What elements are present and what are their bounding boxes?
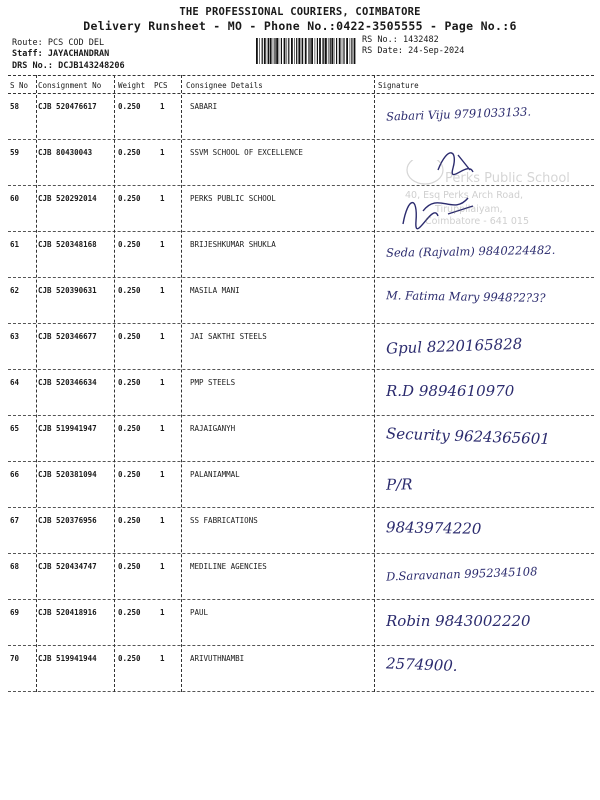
staff-label: Staff:	[12, 49, 43, 59]
table-row	[8, 324, 594, 370]
row-consignee: JAI SAKTHI STEELS	[190, 332, 267, 341]
barcode-bar	[334, 38, 335, 64]
barcode-bar	[267, 38, 268, 64]
rs-date-line	[362, 46, 464, 57]
row-weight: 0.250	[118, 194, 141, 203]
barcode-bar	[264, 38, 266, 64]
col-weight: Weight	[118, 81, 146, 90]
row-consignee: MASILA MANI	[190, 286, 240, 295]
col-consignee: Consignee Details	[186, 81, 263, 90]
barcode-bar	[330, 38, 331, 64]
stamp-line1: Perks Public School	[445, 171, 570, 186]
row-consignee: PALANIAMMAL	[190, 470, 240, 479]
row-consignment: CJB 520381094	[38, 470, 97, 479]
row-consignment: CJB 520390631	[38, 286, 97, 295]
barcode-bar	[342, 38, 343, 64]
handwritten-signature: M. Fatima Mary 9948?2?3?	[385, 288, 546, 305]
rs-date-value: 24-Sep-2024	[408, 46, 465, 56]
barcode-bar	[322, 38, 323, 64]
col-sno: S No	[10, 81, 29, 90]
row-sno: 65	[10, 424, 20, 433]
row-weight: 0.250	[118, 516, 141, 525]
drs-label: DRS No.:	[12, 61, 53, 71]
handwritten-signature: Security 9624365601	[385, 424, 551, 449]
row-consignment: CJB 520376956	[38, 516, 97, 525]
row-pcs: 1	[160, 516, 165, 525]
barcode-bar	[328, 38, 329, 64]
barcode-bar	[311, 38, 313, 64]
signature-cell	[378, 462, 592, 508]
col-consignment: Consignment No	[38, 81, 102, 90]
row-consignee: MEDILINE AGENCIES	[190, 562, 267, 571]
row-pcs: 1	[160, 562, 165, 571]
row-pcs: 1	[160, 424, 165, 433]
row-sno: 62	[10, 286, 20, 295]
row-pcs: 1	[160, 470, 165, 479]
barcode-bar	[288, 38, 289, 64]
stamp-line3: Tiruppilaiyam,	[435, 204, 503, 215]
barcode-bar	[302, 38, 303, 64]
barcode-bar	[298, 38, 300, 64]
row-sno: 69	[10, 608, 20, 617]
rs-no-value: 1432482	[402, 35, 439, 45]
row-sno: 63	[10, 332, 20, 341]
row-pcs: 1	[160, 148, 165, 157]
row-weight: 0.250	[118, 562, 141, 571]
barcode-bar	[276, 38, 278, 64]
row-consignment: CJB 520418916	[38, 608, 97, 617]
barcode-bar	[346, 38, 348, 64]
barcode-bar	[256, 38, 258, 64]
row-sno: 59	[10, 148, 20, 157]
rs-no-line	[362, 35, 439, 46]
row-consignment: CJB 520348168	[38, 240, 97, 249]
col-divider	[114, 75, 115, 692]
barcode-bar	[262, 38, 263, 64]
barcode-bar	[331, 38, 333, 64]
barcode-bar	[336, 38, 337, 64]
row-consignment: CJB 520292014	[38, 194, 97, 203]
barcode-bar	[315, 38, 316, 64]
barcode-bar	[296, 38, 297, 64]
school-stamp	[395, 160, 585, 230]
barcode-bar	[323, 38, 324, 64]
table-row	[8, 646, 594, 692]
row-consignee: PERKS PUBLIC SCHOOL	[190, 194, 276, 203]
handwritten-signature: R.D 9894610970	[386, 382, 515, 400]
table-row	[8, 554, 594, 600]
signature-cell	[378, 232, 592, 278]
staff-value: JAYACHANDRAN	[47, 49, 110, 59]
row-sno: 58	[10, 102, 20, 111]
table-header	[8, 75, 594, 94]
row-weight: 0.250	[118, 332, 141, 341]
row-pcs: 1	[160, 654, 165, 663]
signature-cell	[378, 508, 592, 554]
row-consignment: CJB 519941947	[38, 424, 97, 433]
row-weight: 0.250	[118, 286, 141, 295]
handwritten-signature: Seda (Rajvalm) 9840224482.	[385, 242, 556, 260]
barcode-bar	[305, 38, 307, 64]
row-consignment: CJB 520434747	[38, 562, 97, 571]
row-weight: 0.250	[118, 102, 141, 111]
row-weight: 0.250	[118, 148, 141, 157]
barcode-bar	[308, 38, 309, 64]
row-sno: 61	[10, 240, 20, 249]
row-sno: 60	[10, 194, 20, 203]
barcode-image	[256, 38, 356, 64]
row-sno: 64	[10, 378, 20, 387]
barcode-bar	[343, 38, 344, 64]
row-pcs: 1	[160, 332, 165, 341]
runsheet-subtitle: Delivery Runsheet - MO - Phone No.:0422-3505555 - Page No.:6	[83, 19, 517, 33]
handwritten-signature: P/R	[385, 475, 413, 494]
table-row	[8, 508, 594, 554]
barcode-bar	[270, 38, 272, 64]
barcode-bar	[350, 38, 351, 64]
row-consignee: SABARI	[190, 102, 218, 111]
stamp-line2: 40, Esq Perks Arch Road,	[405, 190, 524, 201]
col-signature: Signature	[378, 81, 419, 90]
drs-line	[12, 61, 125, 72]
row-weight: 0.250	[118, 424, 141, 433]
row-pcs: 1	[160, 286, 165, 295]
signature-cell	[378, 646, 592, 692]
table-row	[8, 462, 594, 508]
barcode-bar	[284, 38, 286, 64]
barcode-bar	[325, 38, 327, 64]
barcode-bar	[319, 38, 321, 64]
barcode-bar	[317, 38, 318, 64]
col-divider	[374, 75, 375, 692]
signature-cell	[378, 554, 592, 600]
signature-cell	[378, 324, 592, 370]
stamp-line4: Coimbatore - 641 015	[425, 216, 530, 227]
row-consignment: CJB 520476617	[38, 102, 97, 111]
row-weight: 0.250	[118, 470, 141, 479]
row-pcs: 1	[160, 378, 165, 387]
handwritten-signature: 2574900.	[385, 654, 458, 675]
row-consignee: PAUL	[190, 608, 209, 617]
handwritten-signature: Robin 9843002220	[386, 612, 531, 630]
signature-cell	[378, 278, 592, 324]
table-row	[8, 416, 594, 462]
row-consignee: SSVM SCHOOL OF EXCELLENCE	[190, 148, 303, 157]
row-weight: 0.250	[118, 378, 141, 387]
route-value: PCS COD DEL	[47, 38, 105, 48]
row-pcs: 1	[160, 240, 165, 249]
row-pcs: 1	[160, 194, 165, 203]
staff-line	[12, 49, 109, 60]
row-sno: 66	[10, 470, 20, 479]
rs-no-label: RS No.:	[362, 35, 398, 45]
table-row	[8, 278, 594, 324]
col-divider	[181, 75, 182, 692]
route-line	[12, 38, 104, 49]
table-row	[8, 370, 594, 416]
signature-cell	[378, 416, 592, 462]
col-pcs: PCS	[154, 81, 168, 90]
row-consignee: ARIVUTHNAMBI	[190, 654, 245, 663]
row-consignee: BRIJESHKUMAR SHUKLA	[190, 240, 276, 249]
handwritten-signature: 9843974220	[385, 518, 482, 538]
row-sno: 68	[10, 562, 20, 571]
row-consignment: CJB 519941944	[38, 654, 97, 663]
signature-cell	[378, 370, 592, 416]
row-consignee: SS FABRICATIONS	[190, 516, 258, 525]
signature-cell	[378, 94, 592, 140]
barcode-bar	[274, 38, 275, 64]
handwritten-signature: Sabari Viju 9791033133.	[385, 104, 532, 124]
row-consignee: RAJAIGANYH	[190, 424, 236, 433]
handwritten-signature: Gpul 8220165828	[385, 334, 523, 358]
row-weight: 0.250	[118, 654, 141, 663]
handwritten-signature: D.Saravanan 9952345108	[385, 564, 538, 584]
barcode-bar	[291, 38, 293, 64]
barcode-bar	[351, 38, 352, 64]
row-consignee: PMP STEELS	[190, 378, 236, 387]
barcode-bar	[354, 38, 356, 64]
table-row	[8, 232, 594, 278]
barcode-bar	[301, 38, 302, 64]
row-pcs: 1	[160, 102, 165, 111]
row-consignment: CJB 520346677	[38, 332, 97, 341]
barcode-bar	[287, 38, 288, 64]
route-label: Route:	[12, 38, 43, 48]
drs-value: DCJB143248206	[58, 61, 125, 71]
barcode-bar	[281, 38, 282, 64]
row-weight: 0.250	[118, 240, 141, 249]
barcode-bar	[309, 38, 310, 64]
col-divider	[36, 75, 37, 692]
row-sno: 67	[10, 516, 20, 525]
rs-date-label: RS Date:	[362, 46, 403, 56]
table-row	[8, 600, 594, 646]
row-sno: 70	[10, 654, 20, 663]
company-title: THE PROFESSIONAL COURIERS, COIMBATORE	[179, 6, 421, 18]
barcode-bar	[294, 38, 295, 64]
row-weight: 0.250	[118, 608, 141, 617]
row-consignment: CJB 80430043	[38, 148, 93, 157]
row-pcs: 1	[160, 608, 165, 617]
barcode-bar	[273, 38, 274, 64]
table-row	[8, 94, 594, 140]
signature-cell	[378, 600, 592, 646]
barcode-bar	[279, 38, 280, 64]
barcode-bar	[268, 38, 269, 64]
row-consignment: CJB 520346634	[38, 378, 97, 387]
barcode-bar	[259, 38, 260, 64]
barcode-bar	[339, 38, 341, 64]
